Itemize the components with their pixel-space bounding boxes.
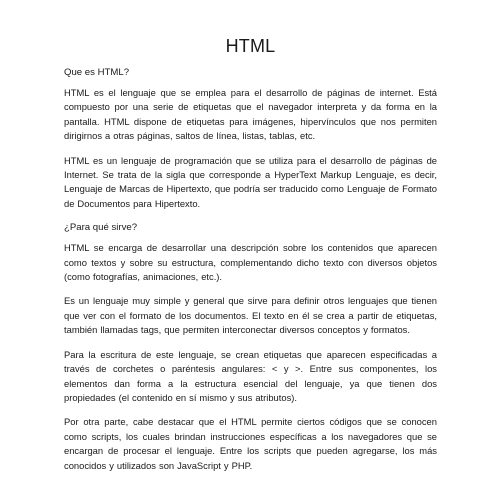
section-heading-que-es: Que es HTML? — [64, 67, 130, 78]
document-title: HTML — [225, 36, 276, 56]
paragraph-tags: Para la escritura de este lenguaje, se crean etiquetas que aparecen especificadas a través de corchetes o paréntesis angulares: < y >. Entre sus componentes, los elementos dan forma a la estructura esencial del lenguaje, ya que tienen dos propiedades (el contenido en sí mismo y sus atributos). — [64, 348, 437, 403]
paragraph-definition: HTML es el lenguaje que se emplea para el desarrollo de páginas de internet. Está compuesto por una serie de etiquetas que el navegador interpreta y da forma en la pantalla. HTML dispone de etiquetas para imágenes, hipervínculos que nos permiten dirigirnos a otras páginas, saltos de línea, listas, tablas, etc. — [64, 87, 437, 142]
paragraph-acronym: HTML es un lenguaje de programación que se utiliza para el desarrollo de páginas de Internet. Se trata de la sigla que corresponde a HyperText Markup Lenguaje, es decir, Lenguaje de Marcas de Hipertexto, que podría ser traducido como Lenguaje de Formato de Documentos para Hipertexto. — [64, 154, 437, 209]
paragraph-simple-language: Es un lenguaje muy simple y general que sirve para definir otros lenguajes que tienen que ver con el formato de los documentos. El texto en él se crea a partir de etiquetas, también llamadas tags, que permiten interconectar diversos conceptos y formatos. — [64, 295, 437, 336]
section-heading-para-que-sirve: ¿Para qué sirve? — [64, 222, 138, 234]
paragraph-description: HTML se encarga de desarrollar una descripción sobre los contenidos que aparecen como textos y sobre su estructura, complementando dicho texto con diversos objetos (como fotografías, animaciones, etc.). — [64, 242, 437, 283]
paragraph-scripts: Por otra parte, cabe destacar que el HTML permite ciertos códigos que se conocen como scripts, los cuales brindan instrucciones específicas a los navegadores que se encargan de procesar el lenguaje. Entre los scripts que pueden agregarse, los más conocidos y utilizados son JavaScript y PHP. — [64, 416, 437, 471]
